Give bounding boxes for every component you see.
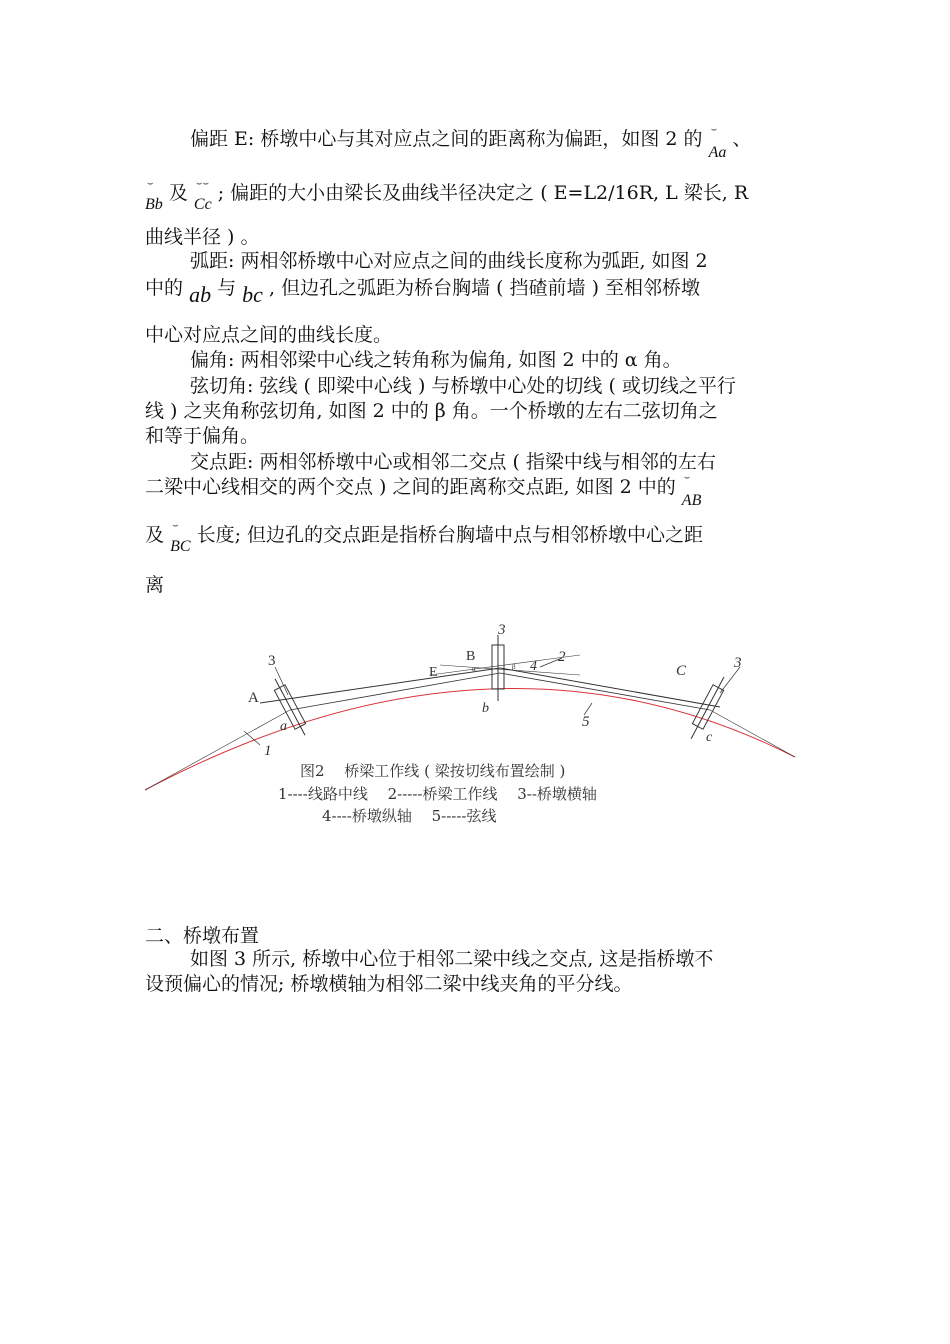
text-line: 弧距: 两相邻桥墩中心对应点之间的曲线长度称为弧距, 如图 2 [190,250,708,272]
text-line: 和等于偏角。 [145,425,260,447]
text-line: 中心对应点之间的曲线长度。 [145,324,393,346]
text-line: 线 ) 之夹角称弦切角, 如图 2 中的 β 角。一个桥墩的左右二弦切角之 [145,400,718,422]
text-line: 如图 3 所示, 桥墩中心位于相邻二梁中线之交点, 这是指桥墩不 [190,948,714,970]
text-line: 设预偏心的情况; 桥墩横轴为相邻二梁中线夹角的平分线。 [145,973,633,995]
text-line: 弦切角: 弦线 ( 即梁中心线 ) 与桥墩中心处的切线 ( 或切线之平行 [190,375,736,397]
label-5: 5 [582,714,590,730]
label-3-right: 3 [734,655,742,671]
text-line: 曲线半径 ) 。 [145,226,260,248]
text-line: 及 ⌣ $_{BC}$ 长度; 但边孔的交点距是指桥台胸墙中点与相邻桥墩中心之距 [145,520,704,555]
label-b: b [482,701,489,716]
arc-ab-symbol: ab [189,282,212,307]
label-2: 2 [558,649,566,665]
text-line: 交点距: 两相邻桥墩中心或相邻二交点 ( 指梁中线与相邻的左右 [190,451,716,473]
symbol-mark: ⌣ $_{Aa}$ [708,124,727,161]
text-line: 偏距 E: 桥墩中心与其对应点之间的距离称为偏距，如图 2 的 ⌣ $_{Aa}$ 、 [190,124,752,161]
label-B: B [466,649,476,664]
figure-caption: 图2 桥梁工作线 ( 梁按切线布置绘制 ) [300,762,566,780]
svg-text:β: β [512,663,516,671]
label-a: a [280,719,287,734]
text-line: 偏角: 两相邻梁中心线之转角称为偏角, 如图 2 中的 α 角。 [190,349,682,371]
arc-bc-symbol: bc [242,282,263,307]
symbol-mark: ⌣⌣ $_{Cc}$ [193,178,212,213]
label-1: 1 [264,743,272,759]
svg-text:α: α [472,665,476,673]
text-line: ⌣ $_{Bb}$ 及 ⌣⌣ $_{Cc}$ ; 偏距的大小由梁长及曲线半径决定之 ( E=L2/16R, L 梁长, R [145,178,749,213]
text-line: 离 [145,574,165,596]
end-line-right [710,710,795,757]
label-C: C [676,663,687,679]
text-line: 二梁中心线相交的两个交点 ) 之间的距离称交点距, 如图 2 中的 ⌣ $_{AB}$ [145,472,702,509]
pier-left [270,676,311,738]
text-line: 中的 ab 与 bc , 但边孔之弧距为桥台胸墙 ( 挡碴前墙 ) 至相邻桥墩 [145,277,701,307]
label-E: E [429,665,438,680]
figure-legend-1: 1----线路中线 2-----桥梁工作线 3--桥墩横轴 [278,785,597,803]
label-c: c [706,730,713,745]
symbol-mark: ⌣ $_{AB}$ [681,472,702,509]
paragraph-text: 偏距 E: 桥墩中心与其对应点之间的距离称为偏距，如图 2 的 [190,128,703,150]
chord-left [290,673,500,710]
symbol-mark: ⌣ $_{BC}$ [170,520,191,555]
figure-legend-2: 4----桥墩纵轴 5-----弦线 [322,807,497,825]
work-line-left [260,668,500,703]
label-3-mid: 3 [498,622,506,638]
section-heading: 二、桥墩布置 [145,925,260,947]
label-A: A [248,690,259,706]
label-4: 4 [530,659,537,674]
label-3-left: 3 [268,653,276,669]
symbol-mark: ⌣ $_{Bb}$ [145,178,163,213]
